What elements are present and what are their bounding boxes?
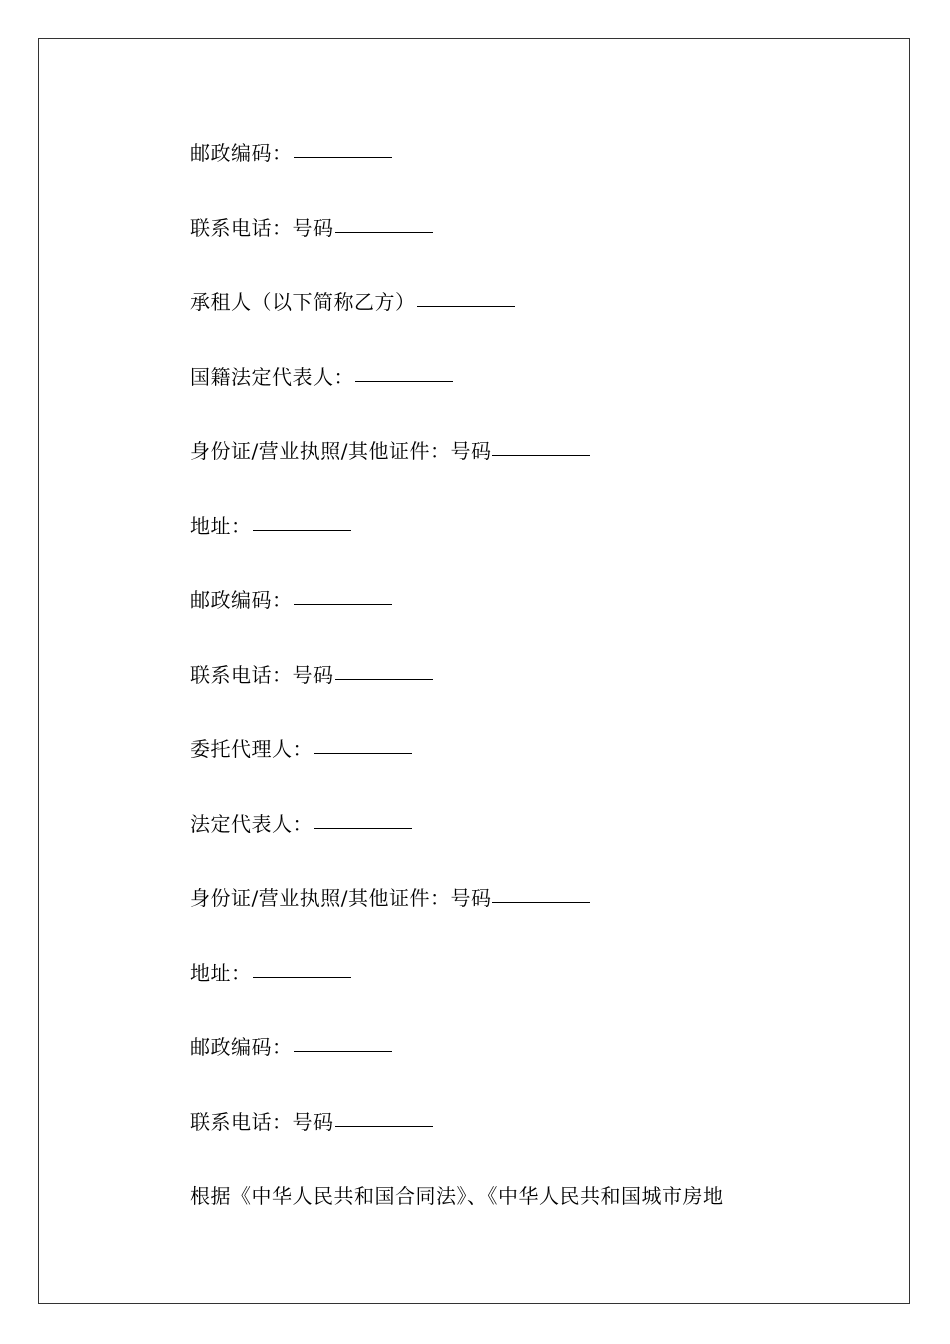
postal-code-blank[interactable] <box>294 1029 392 1052</box>
legal-basis-text: 根据《中华人民共和国合同法》、《中华人民共和国城市房地 <box>190 1184 724 1208</box>
postal-code-label: 邮政编码： <box>190 141 293 165</box>
id-line <box>190 879 850 954</box>
agent-blank[interactable] <box>314 731 412 754</box>
address-blank[interactable] <box>253 508 351 531</box>
id-label: 身份证/营业执照/其他证件：号码 <box>190 439 492 463</box>
agent-line <box>190 730 850 805</box>
phone-blank[interactable] <box>335 210 433 233</box>
postal-code-line <box>190 134 850 209</box>
address-line <box>190 954 850 1029</box>
nationality-rep-label: 国籍法定代表人： <box>190 364 354 389</box>
id-line <box>190 432 850 507</box>
legal-basis-paragraph <box>190 1177 850 1252</box>
phone-label: 联系电话：号码 <box>190 1109 334 1134</box>
nationality-rep-line <box>190 358 850 433</box>
phone-line <box>190 656 850 731</box>
address-line <box>190 507 850 582</box>
legal-rep-line <box>190 805 850 880</box>
id-blank[interactable] <box>492 433 590 456</box>
lessee-label: 承租人（以下简称乙方） <box>190 290 416 314</box>
postal-code-line <box>190 581 850 656</box>
lessee-line <box>190 283 850 358</box>
document-body <box>190 134 850 1252</box>
legal-rep-blank[interactable] <box>314 806 412 829</box>
legal-rep-label: 法定代表人： <box>190 811 313 836</box>
agent-label: 委托代理人： <box>190 737 313 761</box>
id-label: 身份证/营业执照/其他证件：号码 <box>190 886 492 910</box>
lessee-blank[interactable] <box>417 284 515 307</box>
postal-code-blank[interactable] <box>294 582 392 605</box>
phone-blank[interactable] <box>335 657 433 680</box>
id-blank[interactable] <box>492 880 590 903</box>
postal-code-blank[interactable] <box>294 135 392 158</box>
phone-line <box>190 209 850 284</box>
postal-code-label: 邮政编码： <box>190 1035 293 1059</box>
postal-code-label: 邮政编码： <box>190 588 293 612</box>
address-label: 地址： <box>190 513 252 538</box>
phone-label: 联系电话：号码 <box>190 662 334 687</box>
postal-code-line <box>190 1028 850 1103</box>
phone-line <box>190 1103 850 1178</box>
address-blank[interactable] <box>253 955 351 978</box>
phone-blank[interactable] <box>335 1104 433 1127</box>
nationality-rep-blank[interactable] <box>355 359 453 382</box>
address-label: 地址： <box>190 960 252 985</box>
phone-label: 联系电话：号码 <box>190 215 334 240</box>
